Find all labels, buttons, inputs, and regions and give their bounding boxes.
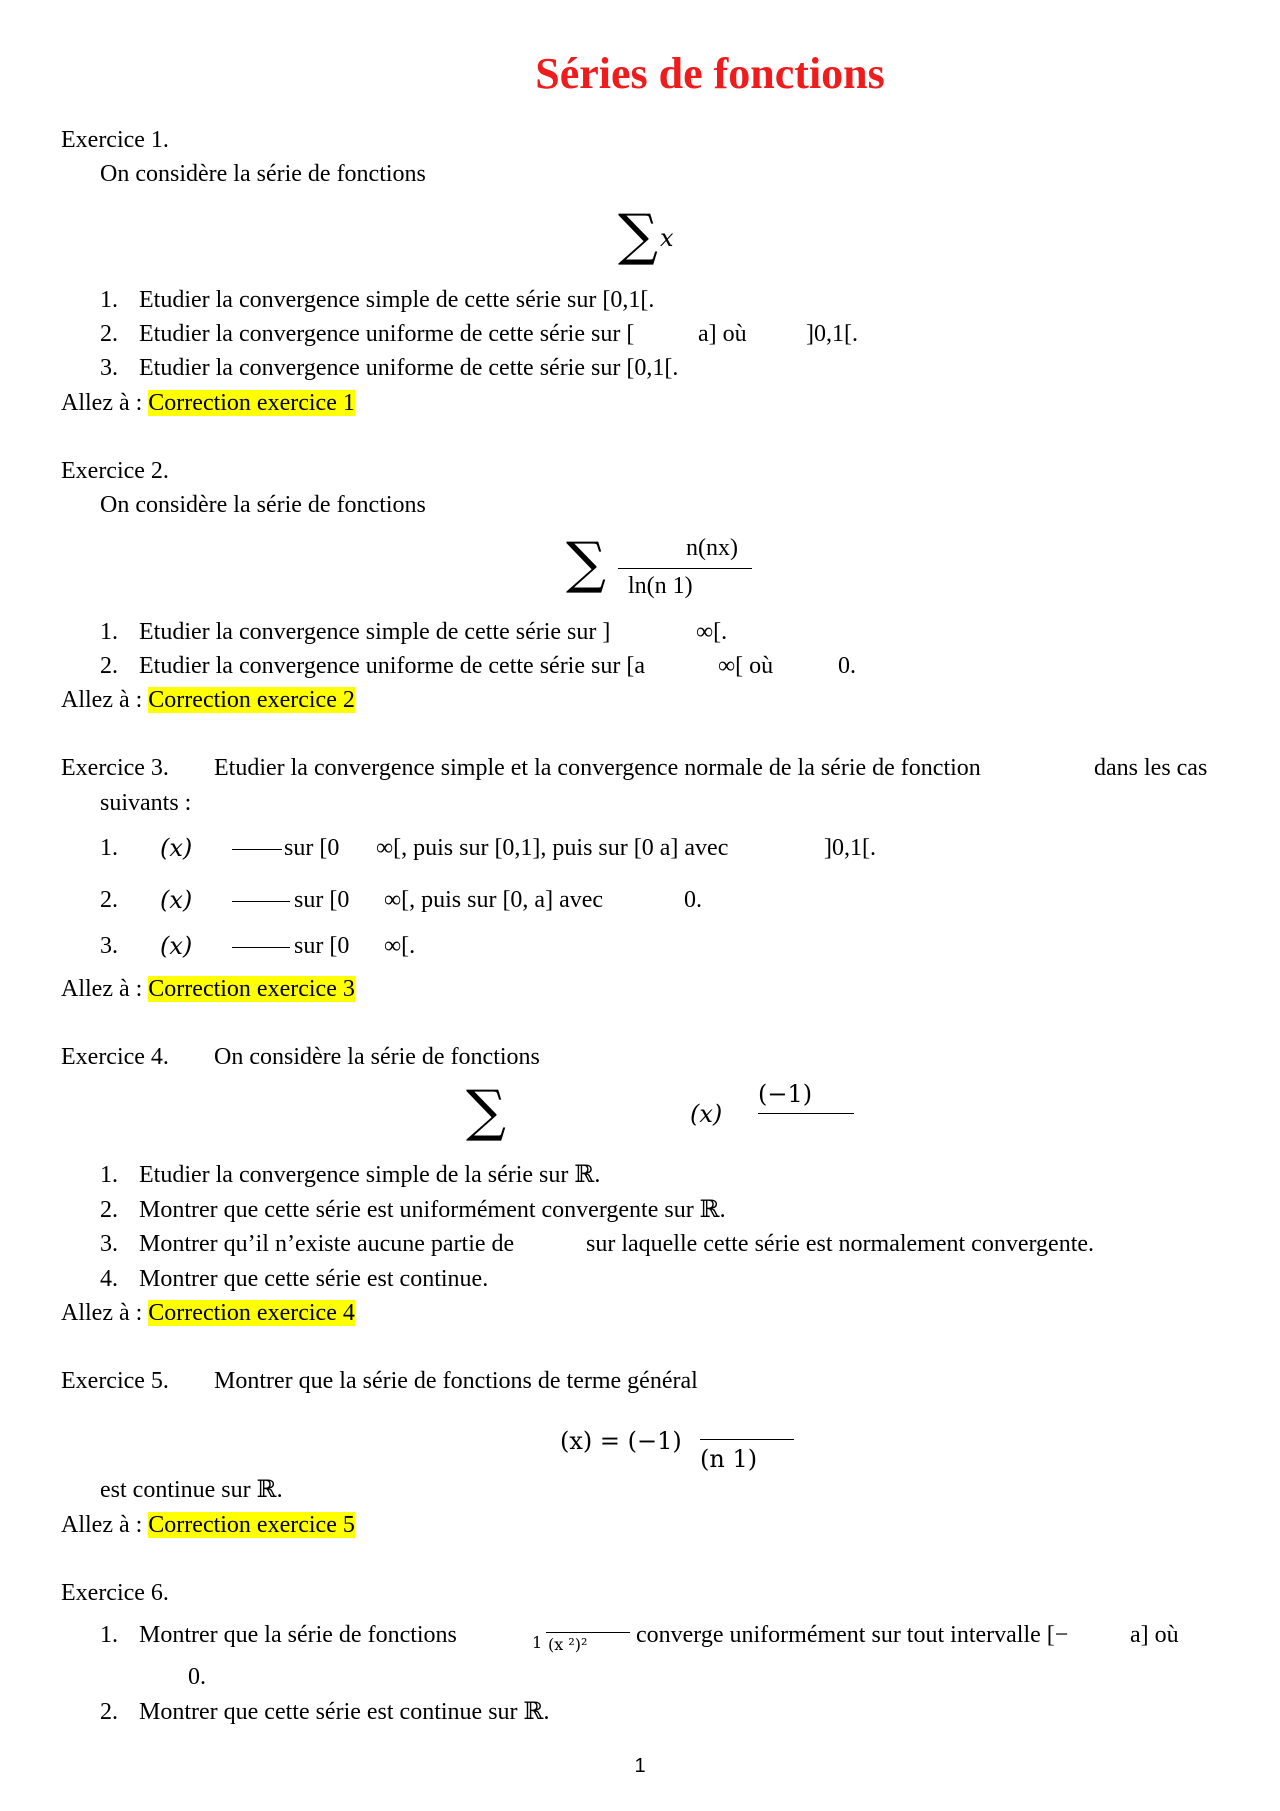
fraction-bar [700,1439,794,1440]
exercise-2-heading: Exercice 2. [61,458,169,484]
exercise-4-question-3-part: sur laquelle cette série est normalement convergente. [586,1231,1095,1257]
list-item-number: 3. [100,933,118,959]
list-item-number: 2. [100,887,118,913]
list-item-number: 1. [100,619,118,645]
list-item-number: 2. [100,321,118,347]
fraction-denominator: ln(n 1) [628,573,693,599]
exercise-2-question-2-part: ∞[ où [718,653,774,679]
page-title: Séries de fonctions [535,49,885,98]
exercise-4-heading: Exercice 4. [61,1044,169,1070]
exercise-5-conclusion: est continue sur ℝ. [100,1477,283,1503]
correction-link-1[interactable]: Correction exercice 1 [148,390,355,416]
fraction-bar [232,901,290,902]
list-item-number: 1. [100,1622,118,1648]
exercise-3-intro-cont: suivants : [100,790,192,816]
exercise-4-intro: On considère la série de fonctions [214,1044,540,1070]
allez-label [61,1511,355,1539]
exercise-1-intro: On considère la série de fonctions [100,161,426,187]
exercise-3-heading: Exercice 3. [61,755,169,781]
exercise-3-intro-part: dans les cas [1094,755,1208,781]
list-item-number: 1. [100,1162,118,1188]
fraction-bar [546,1632,630,1633]
fraction-bar [232,947,290,948]
allez-text: Allez à : [61,390,149,416]
exercise-5-formula: (x) = (−1) [560,1427,682,1455]
case-3-text: sur [0 [294,933,350,959]
sum-symbol: ∑ [618,203,658,268]
sum-symbol: ∑ [466,1079,506,1144]
exercise-2-question-2-part: 0. [838,653,856,679]
allez-label [61,1299,355,1327]
exercise-1-formula: x [660,224,674,252]
sum-symbol: ∑ [566,531,606,596]
case-2-text: ∞[, puis sur [0, a] avec [384,887,604,913]
exercise-6-question-1-part: a] où [1130,1622,1179,1648]
correction-link-2[interactable]: Correction exercice 2 [148,687,355,713]
list-item-number: 3. [100,355,118,381]
exercise-1-question-2-part: a] où [698,321,747,347]
exercise-2-question-1-part: ∞[. [696,619,728,645]
exercise-3-intro: Etudier la convergence simple et la convergence normale de la série de fonction [214,755,981,781]
fraction-denominator: (n 1) [700,1445,758,1473]
exercise-2-intro: On considère la série de fonctions [100,492,426,518]
allez-text: Allez à : [61,687,149,713]
list-item-number: 1. [100,287,118,313]
list-item-number: 2. [100,653,118,679]
exercise-6-question-1-cont: 0. [188,1664,206,1690]
exercise-1-question-2: Etudier la convergence uniforme de cette série sur [ [139,321,635,347]
exercise-4-question-3: Montrer qu’il n’existe aucune partie de [139,1231,515,1257]
exercise-6-question-2: Montrer que cette série est continue sur ℝ. [139,1699,550,1725]
allez-label [61,686,355,714]
case-2-function: (x) [160,886,193,914]
exercise-2-question-1: Etudier la convergence simple de cette série sur ] [139,619,611,645]
fraction-bar [618,568,752,569]
case-1-text: ∞[, puis sur [0,1], puis sur [0 a] avec [376,835,729,861]
case-1-function: (x) [160,834,193,862]
case-3-function: (x) [160,932,193,960]
case-2-text: sur [0 [294,887,350,913]
fraction-denominator: (x ²)² [548,1635,588,1654]
exercise-6-heading: Exercice 6. [61,1580,169,1606]
fraction-bar [758,1113,854,1114]
formula-one: 1 [532,1633,543,1652]
fraction-numerator: n(nx) [686,535,738,561]
exercise-4-function: (x) [690,1100,723,1128]
allez-text: Allez à : [61,1300,149,1326]
allez-label [61,975,355,1003]
correction-link-3[interactable]: Correction exercice 3 [148,976,355,1002]
exercise-1-question-3: Etudier la convergence uniforme de cette série sur [0,1[. [139,355,679,381]
fraction-numerator: (−1) [758,1080,813,1108]
correction-link-5[interactable]: Correction exercice 5 [148,1512,355,1538]
exercise-4-question-4: Montrer que cette série est continue. [139,1266,489,1292]
case-1-text: sur [0 [284,835,340,861]
exercise-1-question-2-part: ]0,1[. [806,321,858,347]
fraction-bar [232,849,282,850]
list-item-number: 2. [100,1699,118,1725]
allez-text: Allez à : [61,1512,149,1538]
list-item-number: 4. [100,1266,118,1292]
exercise-2-question-2: Etudier la convergence uniforme de cette série sur [a [139,653,645,679]
case-2-text: 0. [684,887,702,913]
case-3-text: ∞[. [384,933,416,959]
exercise-1-heading: Exercice 1. [61,127,169,153]
list-item-number: 2. [100,1197,118,1223]
case-1-text: ]0,1[. [824,835,876,861]
list-item-number: 1. [100,835,118,861]
exercise-1-question-1: Etudier la convergence simple de cette série sur [0,1[. [139,287,655,313]
exercise-5-heading: Exercice 5. [61,1368,169,1394]
allez-text: Allez à : [61,976,149,1002]
exercise-4-question-1: Etudier la convergence simple de la série sur ℝ. [139,1162,601,1188]
list-item-number: 3. [100,1231,118,1257]
exercise-5-intro: Montrer que la série de fonctions de terme général [214,1368,698,1394]
exercise-6-question-1: Montrer que la série de fonctions [139,1622,457,1648]
exercise-6-question-1-part: converge uniformément sur tout intervalle [− [636,1622,1069,1648]
page-number: 1 [634,1755,646,1777]
exercise-4-question-2: Montrer que cette série est uniformément convergente sur ℝ. [139,1197,726,1223]
correction-link-4[interactable]: Correction exercice 4 [148,1300,355,1326]
allez-label [61,389,355,417]
